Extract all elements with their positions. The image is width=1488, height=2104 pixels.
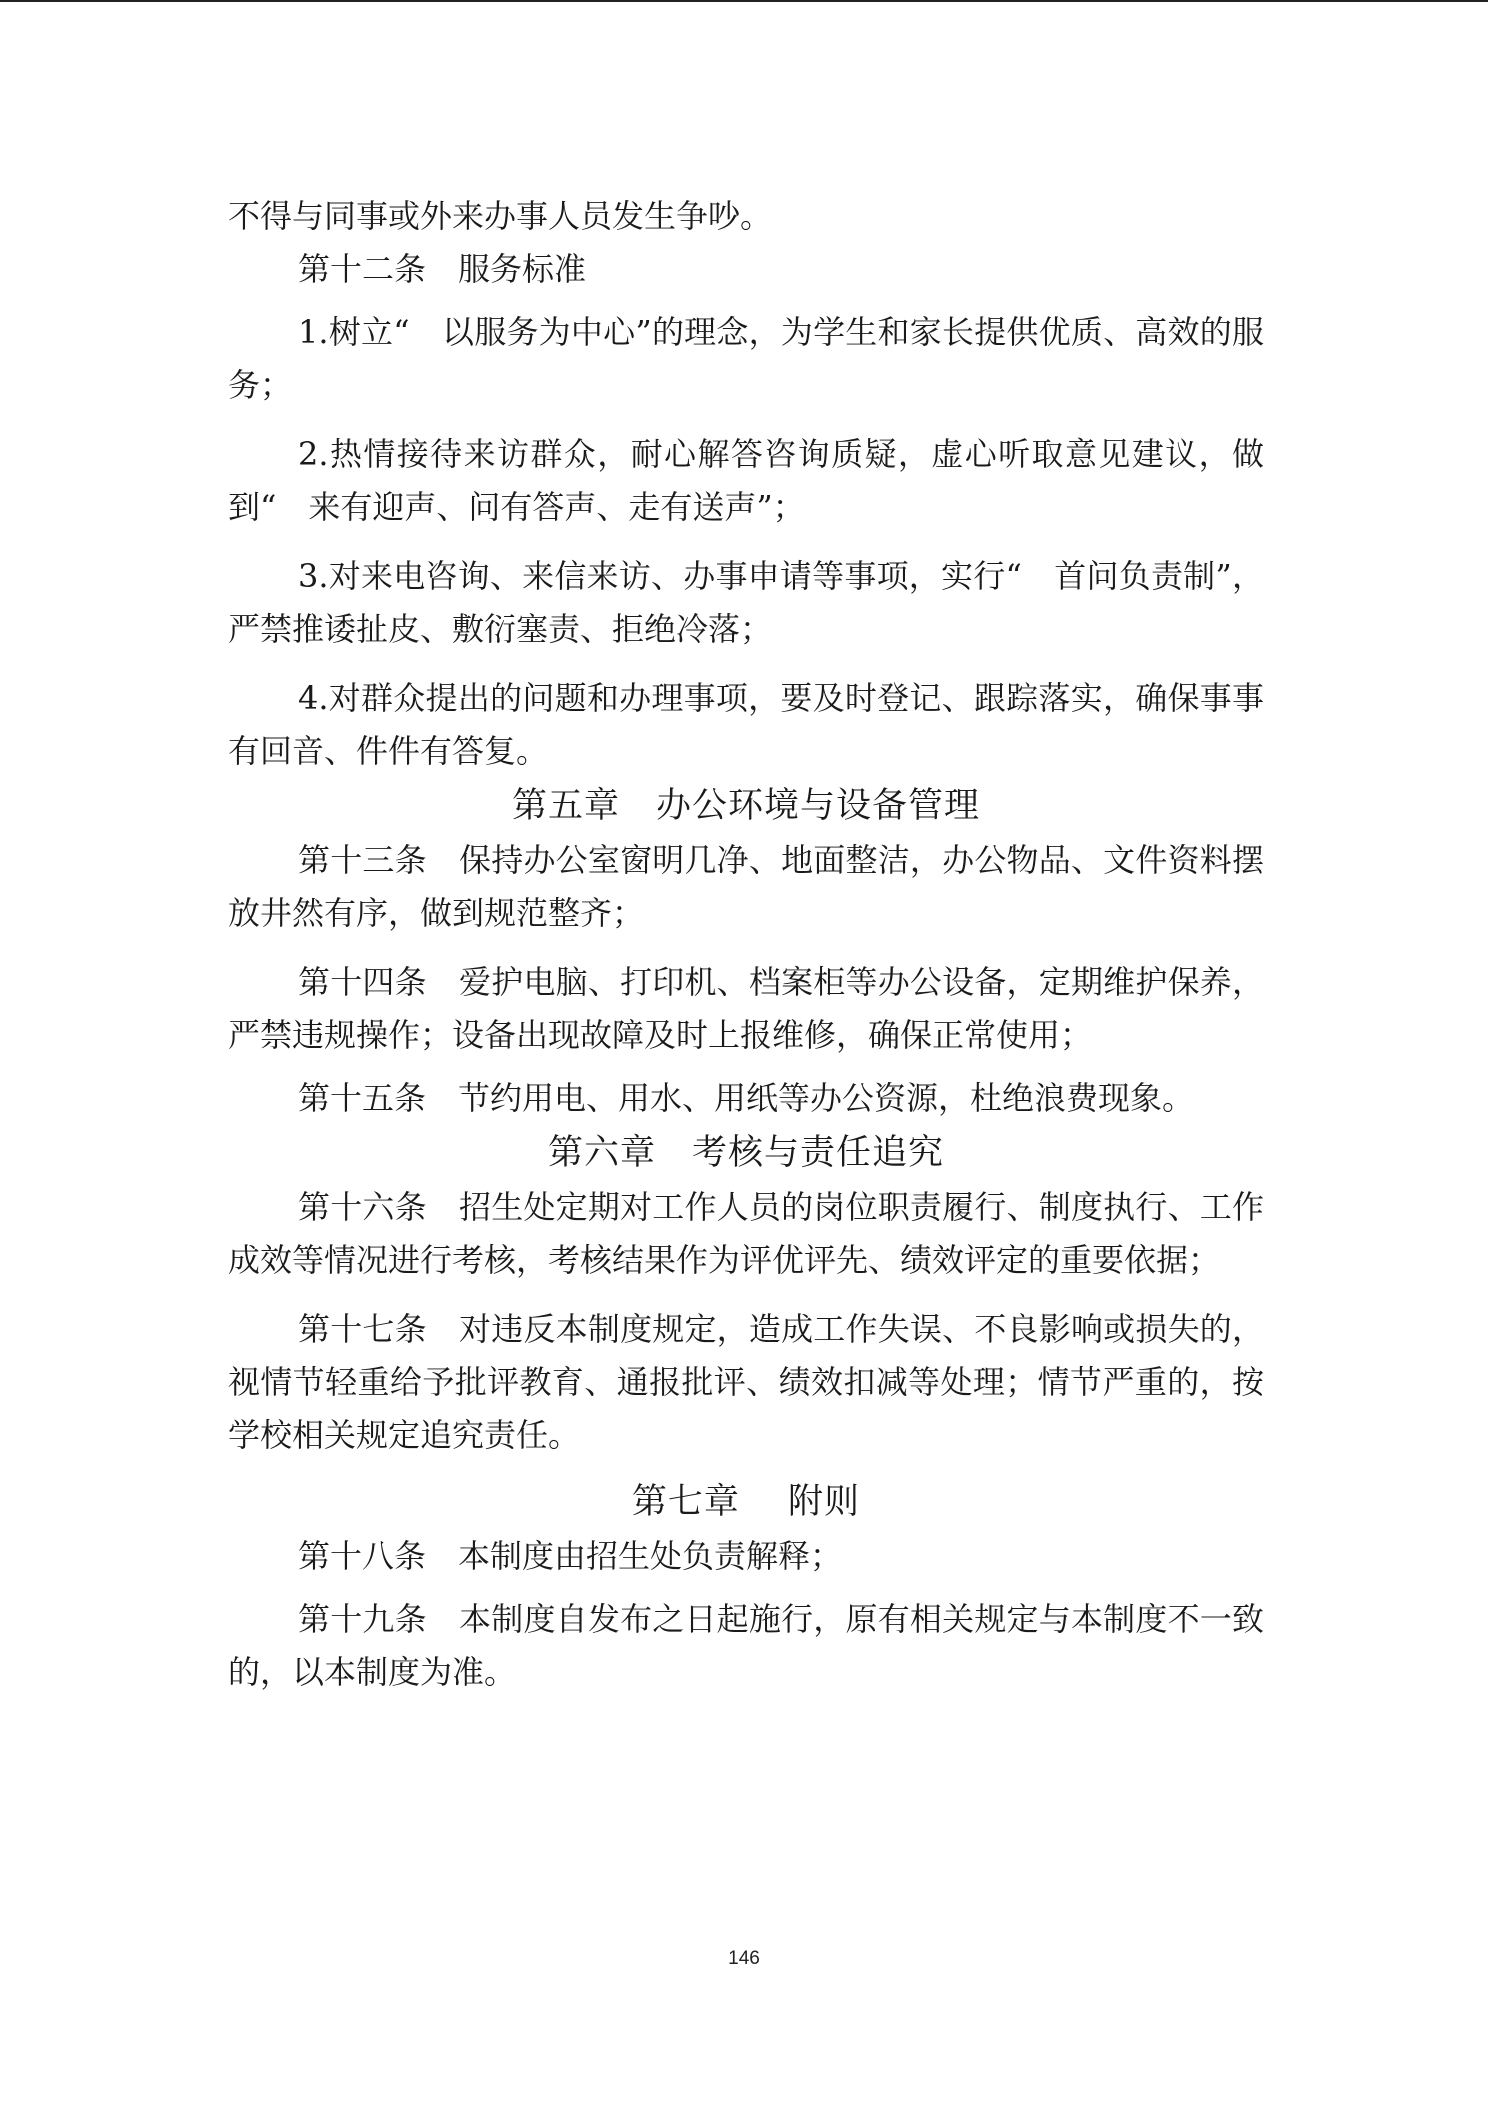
article-17: 第十七条 对违反本制度规定，造成工作失误、不良影响或损失的，视情节轻重给予批评教育、通报批评、绩效扣减等处理；情节严重的，按学校相关规定追究责任。 (228, 1310, 1264, 1454)
page-top-border (0, 0, 1488, 2)
article-16: 第十六条 招生处定期对工作人员的岗位职责履行、制度执行、工作成效等情况进行考核，考核结果作为评优评先、绩效评定的重要依据； (228, 1188, 1264, 1279)
chapter-7-heading: 第七章 附则 (631, 1482, 861, 1522)
paragraph-continuation: 不得与同事或外来办事人员发生争吵。 (228, 197, 773, 235)
article-12-item-1: 1.树立“ 以服务为中心”的理念，为学生和家长提供优质、高效的服务； (228, 313, 1264, 404)
article-18: 第十八条 本制度由招生处负责解释； (298, 1537, 843, 1575)
article-12-item-2: 2.热情接待来访群众，耐心解答咨询质疑，虚心听取意见建议，做到“ 来有迎声、问有答声、走有送声”； (228, 435, 1264, 526)
article-12-item-4: 4.对群众提出的问题和办理事项，要及时登记、跟踪落实，确保事事有回音、件件有答复。 (228, 679, 1264, 770)
article-14: 第十四条 爱护电脑、打印机、档案柜等办公设备，定期维护保养，严禁违规操作；设备出现故障及时上报维修，确保正常使用； (228, 963, 1264, 1054)
article-12-title: 第十二条 服务标准 (298, 250, 587, 288)
document-page-body (228, 190, 1264, 1699)
article-15: 第十五条 节约用电、用水、用纸等办公资源，杜绝浪费现象。 (298, 1079, 1195, 1117)
article-13: 第十三条 保持办公室窗明几净、地面整洁，办公物品、文件资料摆放井然有序，做到规范整齐； (228, 841, 1264, 932)
page-number: 146 (728, 1948, 760, 1969)
chapter-5-heading: 第五章 办公环境与设备管理 (511, 786, 980, 826)
article-12-item-3: 3.对来电咨询、来信来访、办事申请等事项，实行“ 首问负责制”，严禁推诿扯皮、敷衍塞责、拒绝冷落； (228, 557, 1264, 648)
chapter-6-heading: 第六章 考核与责任追究 (547, 1133, 944, 1173)
article-19: 第十九条 本制度自发布之日起施行，原有相关规定与本制度不一致的，以本制度为准。 (228, 1600, 1264, 1691)
